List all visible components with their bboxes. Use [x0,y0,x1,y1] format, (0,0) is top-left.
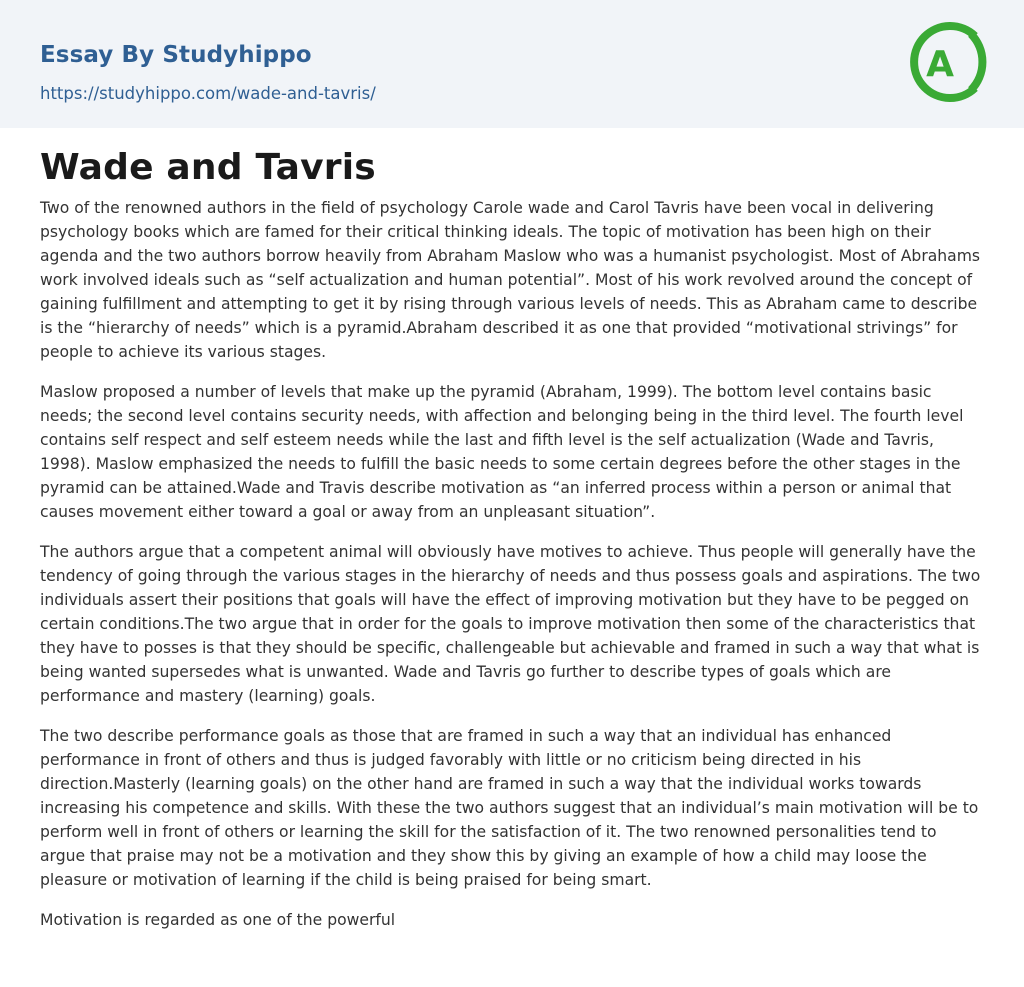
studyhippo-logo-icon[interactable] [909,18,989,106]
paragraph-1: Two of the renowned authors in the field of psychology Carole wade and Carol Tavris have been vocal in delivering psychology books which are famed for their critical thinking ideals. The topic of motivation has been high on their agenda and the two authors borrow heavily from Abraham Maslow who was a humanist psychologist. Most of Abrahams work involved ideals such as “self actualization and human potential”. Most of his work revolved around the concept of gaining fulfillment and attempting to get it by rising through various levels of needs. This as Abraham came to describe is the “hierarchy of needs” which is a pyramid.Abraham described it as one that provided “motivational strivings” for people to achieve its various stages. [40,199,981,361]
brand-title[interactable]: Essay By Studyhippo [40,42,312,68]
paragraph-4: The two describe performance goals as those that are framed in such a way that an individual has enhanced performance in front of others and thus is judged favorably with little or no criticism being directed in his direction.Masterly (learning goals) on the other hand are framed in such a way that the individual works towards increasing his competence and skills. With these the two authors suggest that an individual’s main motivation will be to perform well in front of others or learning the skill for the satisfaction of it. The two renowned personalities tend to argue that praise may not be a motivation and they show this by giving an example of how a child may loose the pleasure or motivation of learning if the child is being praised for being smart. [40,727,979,889]
page-title: Wade and Tavris [40,147,376,188]
site-header [0,0,1024,128]
paragraph-3: The authors argue that a competent animal will obviously have motives to achieve. Thus people will generally have the tendency of going through the various stages in the hierarchy of needs and thus possess goals and aspirations. The two individuals assert their positions that goals will have the effect of improving motivation but they have to be pegged on certain conditions.The two argue that in order for the goals to improve motivation then some of the characteristics that they have to posses is that they should be specific, challengeable but achievable and framed in such a way that what is being wanted supersedes what is unwanted. Wade and Tavris go further to describe types of goals which are performance and mastery (learning) goals. [40,543,981,705]
paragraph-5: Motivation is regarded as one of the powerful [40,911,396,929]
logo-letter: A [926,44,954,85]
paragraph-2: Maslow proposed a number of levels that make up the pyramid (Abraham, 1999). The bottom level contains basic needs; the second level contains security needs, with affection and belonging being in the third level. The fourth level contains self respect and self esteem needs while the last and fifth level is the self actualization (Wade and Tavris, 1998). Maslow emphasized the needs to fulfill the basic needs to some certain degrees before the other stages in the pyramid can be attained.Wade and Travis describe motivation as “an inferred process within a person or animal that causes movement either toward a goal or away from an unpleasant situation”. [40,383,964,521]
source-url-link[interactable]: https://studyhippo.com/wade-and-tavris/ [40,84,376,103]
article [40,146,984,948]
